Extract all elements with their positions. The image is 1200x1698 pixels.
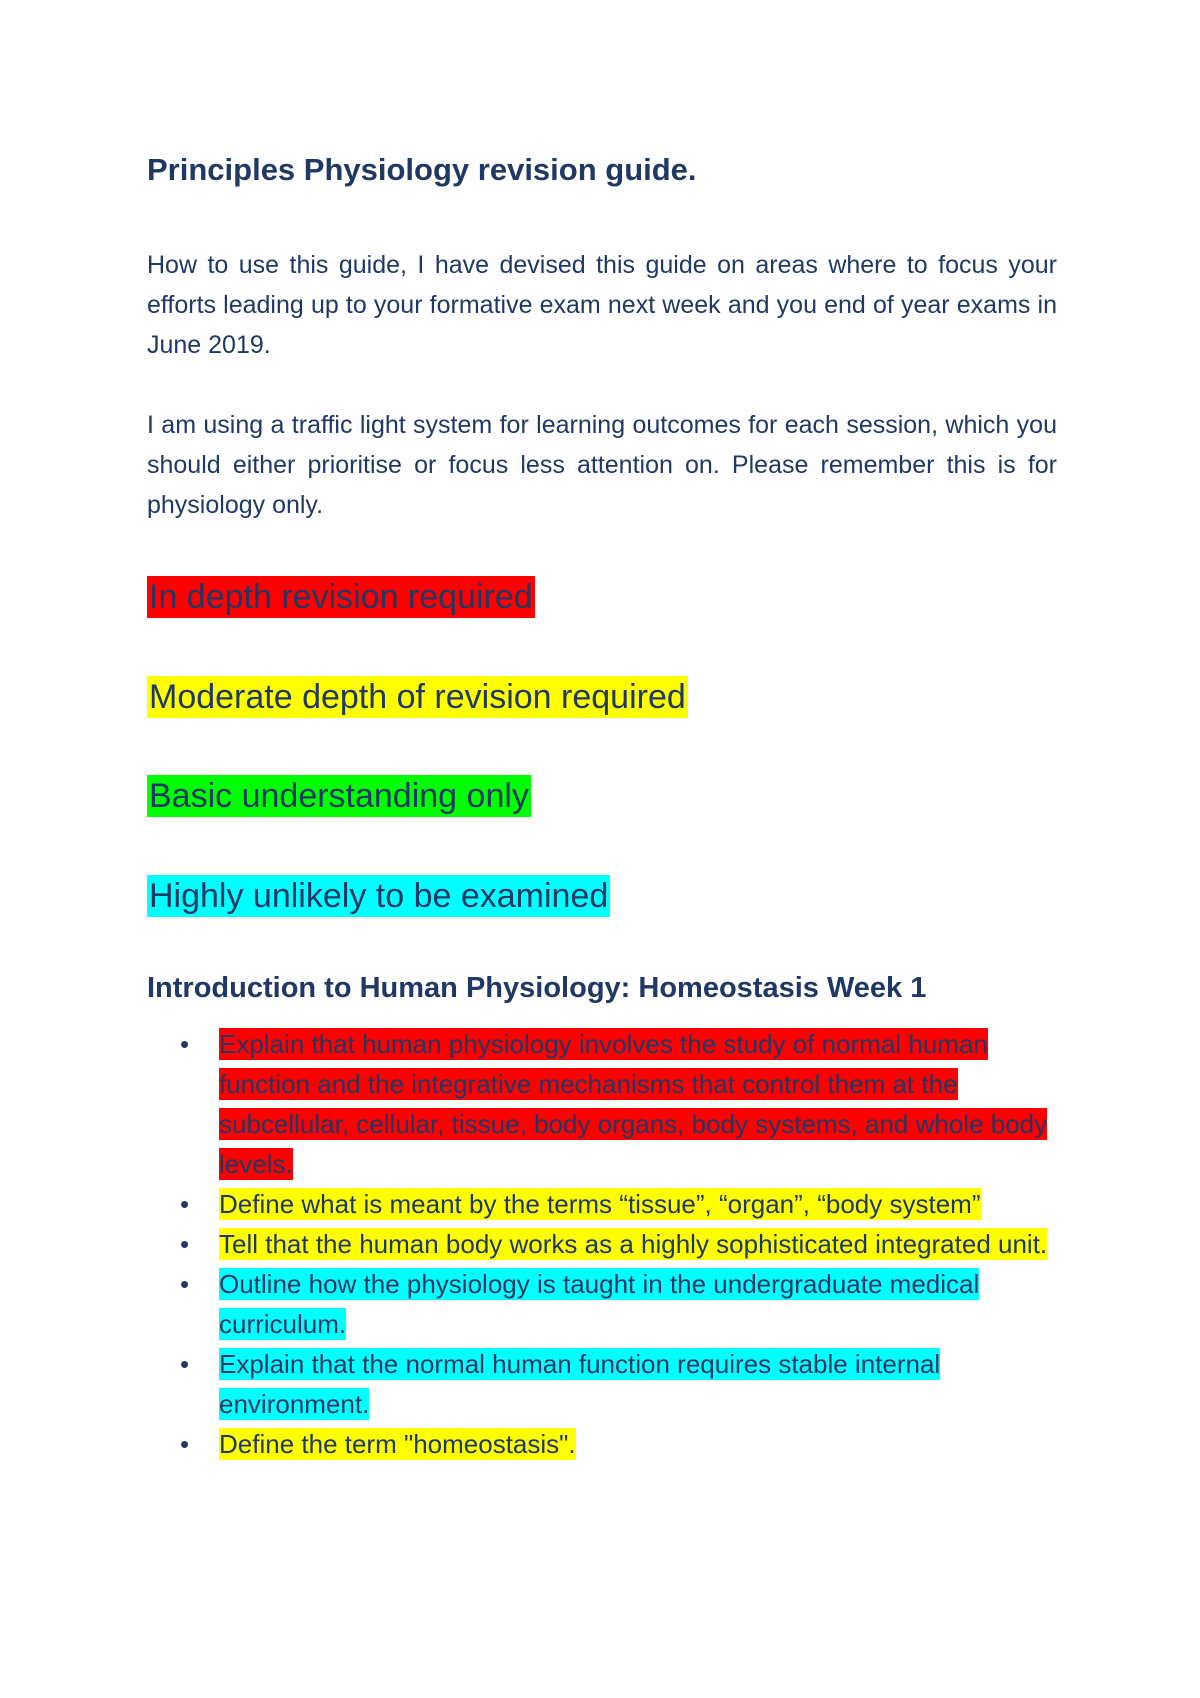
legend-label-unlikely: Highly unlikely to be examined <box>149 877 609 915</box>
bullet-icon: • <box>180 1349 190 1379</box>
list-item <box>147 1264 1057 1344</box>
outcome-text: Explain that the normal human function requires stable internal environment. <box>219 1349 941 1419</box>
legend-item-basic <box>147 771 531 821</box>
list-item <box>147 1024 1057 1184</box>
bullet-icon: • <box>180 1229 190 1259</box>
bullet-icon: • <box>180 1189 190 1219</box>
bullet-icon: • <box>180 1429 190 1459</box>
legend-item-moderate <box>147 672 688 722</box>
intro-paragraph-1: How to use this guide, I have devised this guide on areas where to focus your efforts leading up to your formative exam next week and you end of year exams in June 2019. <box>147 251 1057 359</box>
list-item <box>147 1224 1057 1264</box>
document-title: Principles Physiology revision guide. <box>147 152 697 187</box>
legend-label-in-depth: In depth revision required <box>149 578 533 616</box>
outcome-text: Define what is meant by the terms “tissue”, “organ”, “body system” <box>219 1189 981 1219</box>
learning-outcomes-list <box>147 1024 1057 1464</box>
outcome-text: Tell that the human body works as a highly sophisticated integrated unit. <box>219 1229 1048 1259</box>
legend-item-in-depth <box>147 572 535 622</box>
bullet-icon: • <box>180 1029 190 1059</box>
outcome-text: Define the term "homeostasis". <box>219 1429 576 1459</box>
section-heading: Introduction to Human Physiology: Homeostasis Week 1 <box>147 972 927 1004</box>
outcome-text: Outline how the physiology is taught in the undergraduate medical curriculum. <box>219 1269 980 1339</box>
bullet-icon: • <box>180 1269 190 1299</box>
legend-label-basic: Basic understanding only <box>149 777 529 815</box>
list-item <box>147 1424 1057 1464</box>
list-item <box>147 1184 1057 1224</box>
legend-item-unlikely <box>147 871 610 921</box>
outcome-text: Explain that human physiology involves the study of normal human function and the integrative mechanisms that control them at the subcellular, cellular, tissue, body organs, body systems, and whole body levels. <box>219 1029 1048 1179</box>
intro-paragraph-2: I am using a traffic light system for learning outcomes for each session, which you should either prioritise or focus less attention on. Please remember this is for physiology only. <box>147 411 1057 519</box>
legend-label-moderate: Moderate depth of revision required <box>149 678 686 716</box>
list-item <box>147 1344 1057 1424</box>
